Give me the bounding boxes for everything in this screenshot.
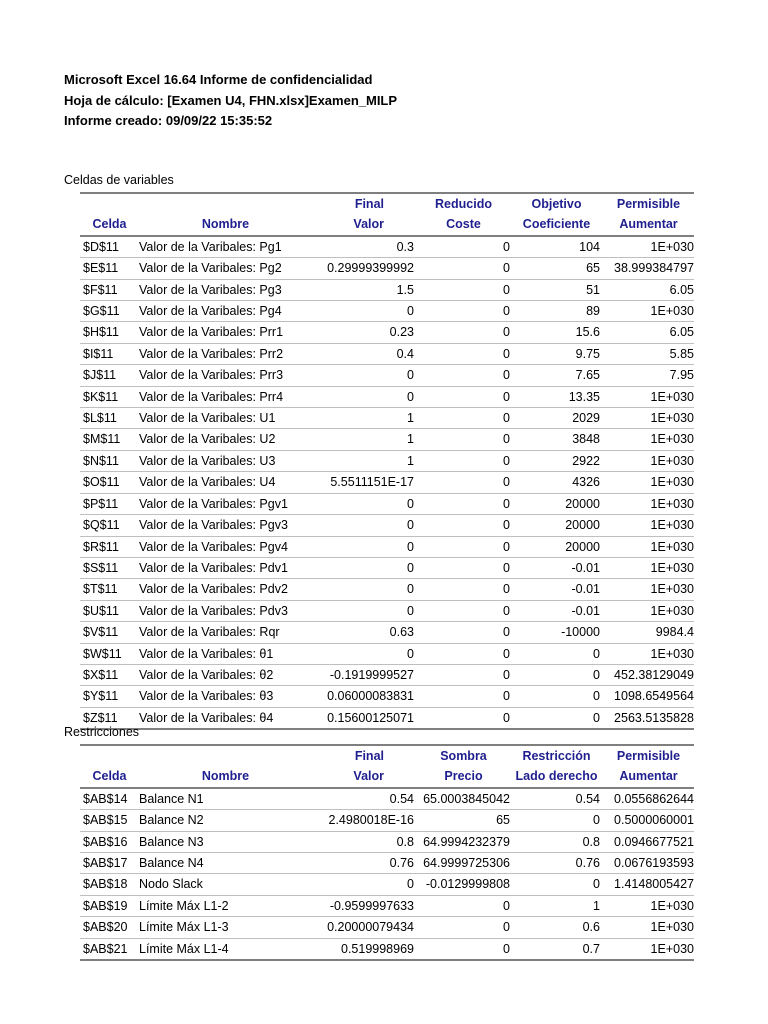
variable-second-value: 0: [414, 322, 510, 343]
variable-cell-ref: $E$11: [80, 258, 136, 279]
header-nombre: Nombre: [136, 766, 312, 787]
variable-allowable-increase: 6.05: [600, 279, 694, 300]
variable-final-value: 0.63: [312, 622, 414, 643]
variable-third-value: -0.01: [510, 557, 600, 578]
restriction-final-value: 0.54: [312, 788, 414, 810]
restriction-allowable-increase: 1.4148005427: [600, 874, 694, 895]
variable-final-value: 0: [312, 557, 414, 578]
restriction-final-value: 0.20000079434: [312, 917, 414, 938]
variable-second-value: 0: [414, 386, 510, 407]
variable-cell-ref: $T$11: [80, 579, 136, 600]
variables-header-row-2: [80, 214, 694, 235]
header-celda: Celda: [80, 214, 136, 235]
variable-second-value: 0: [414, 600, 510, 621]
variable-row: [80, 365, 694, 386]
variable-row: [80, 686, 694, 707]
variable-name: Valor de la Varibales: Pg4: [136, 301, 312, 322]
restriction-third-value: 0: [510, 874, 600, 895]
variable-allowable-increase: 2563.5135828: [600, 707, 694, 729]
variable-cell-ref: $Q$11: [80, 515, 136, 536]
restriction-name: Nodo Slack: [136, 874, 312, 895]
variable-final-value: -0.1919999527: [312, 664, 414, 685]
variable-name: Valor de la Varibales: Prr1: [136, 322, 312, 343]
variable-allowable-increase: 1E+030: [600, 386, 694, 407]
restriction-third-value: 1: [510, 895, 600, 916]
restriction-cell-ref: $AB$14: [80, 788, 136, 810]
variable-cell-ref: $X$11: [80, 664, 136, 685]
variable-allowable-increase: 1E+030: [600, 557, 694, 578]
variable-second-value: 0: [414, 258, 510, 279]
restriction-cell-ref: $AB$17: [80, 853, 136, 874]
variable-third-value: 13.35: [510, 386, 600, 407]
header-reducido: Reducido: [414, 193, 510, 214]
variable-final-value: 0.3: [312, 236, 414, 258]
restriction-allowable-increase: 1E+030: [600, 917, 694, 938]
variable-name: Valor de la Varibales: U4: [136, 472, 312, 493]
variable-row: [80, 258, 694, 279]
restriction-cell-ref: $AB$19: [80, 895, 136, 916]
variable-name: Valor de la Varibales: Rqr: [136, 622, 312, 643]
header-cell: [80, 745, 136, 766]
header-coste: Coste: [414, 214, 510, 235]
restriction-cell-ref: $AB$16: [80, 831, 136, 852]
variable-row: [80, 557, 694, 578]
variable-allowable-increase: 1E+030: [600, 429, 694, 450]
variable-name: Valor de la Varibales: θ4: [136, 707, 312, 729]
variable-name: Valor de la Varibales: Pg3: [136, 279, 312, 300]
header-lado-derecho: Lado derecho: [510, 766, 600, 787]
variable-name: Valor de la Varibales: U3: [136, 450, 312, 471]
variable-allowable-increase: 1E+030: [600, 301, 694, 322]
variable-third-value: 0: [510, 643, 600, 664]
variables-header-row-1: [80, 193, 694, 214]
variable-final-value: 0.06000083831: [312, 686, 414, 707]
restriction-second-value: 65.0003845042: [414, 788, 510, 810]
variable-cell-ref: $J$11: [80, 365, 136, 386]
variable-allowable-increase: 1E+030: [600, 472, 694, 493]
restriction-row: [80, 853, 694, 874]
variable-name: Valor de la Varibales: Prr4: [136, 386, 312, 407]
restriction-second-value: 0: [414, 917, 510, 938]
variable-name: Valor de la Varibales: Prr2: [136, 343, 312, 364]
variable-final-value: 0: [312, 643, 414, 664]
variable-third-value: 2922: [510, 450, 600, 471]
variable-final-value: 0.4: [312, 343, 414, 364]
variable-name: Valor de la Varibales: Pgv3: [136, 515, 312, 536]
variable-final-value: 1: [312, 408, 414, 429]
variable-second-value: 0: [414, 536, 510, 557]
variable-final-value: 0: [312, 536, 414, 557]
restriction-row: [80, 810, 694, 831]
variable-name: Valor de la Varibales: Pgv4: [136, 536, 312, 557]
variable-third-value: 89: [510, 301, 600, 322]
variable-cell-ref: $Z$11: [80, 707, 136, 729]
variable-cell-ref: $R$11: [80, 536, 136, 557]
variable-third-value: 20000: [510, 493, 600, 514]
variable-final-value: 5.5511151E-17: [312, 472, 414, 493]
header-cell: [80, 193, 136, 214]
variable-second-value: 0: [414, 343, 510, 364]
variable-third-value: 15.6: [510, 322, 600, 343]
variable-third-value: -0.01: [510, 579, 600, 600]
variable-second-value: 0: [414, 622, 510, 643]
restriction-final-value: 0: [312, 874, 414, 895]
variable-allowable-increase: 1E+030: [600, 450, 694, 471]
variable-second-value: 0: [414, 279, 510, 300]
restriction-third-value: 0.8: [510, 831, 600, 852]
variable-final-value: 1.5: [312, 279, 414, 300]
restrictions-section-title: Restricciones: [64, 725, 140, 739]
variable-second-value: 0: [414, 472, 510, 493]
variable-third-value: 20000: [510, 536, 600, 557]
restriction-third-value: 0.6: [510, 917, 600, 938]
variable-cell-ref: $F$11: [80, 279, 136, 300]
restriction-allowable-increase: 1E+030: [600, 938, 694, 960]
restriction-final-value: 0.76: [312, 853, 414, 874]
restriction-final-value: 0.8: [312, 831, 414, 852]
variable-second-value: 0: [414, 236, 510, 258]
header-precio: Precio: [414, 766, 510, 787]
variable-allowable-increase: 5.85: [600, 343, 694, 364]
variable-row: [80, 579, 694, 600]
restriction-third-value: 0.76: [510, 853, 600, 874]
variable-name: Valor de la Varibales: U2: [136, 429, 312, 450]
restriction-cell-ref: $AB$18: [80, 874, 136, 895]
variable-final-value: 0.15600125071: [312, 707, 414, 729]
variable-third-value: 7.65: [510, 365, 600, 386]
restriction-allowable-increase: 0.0946677521: [600, 831, 694, 852]
variable-cell-ref: $D$11: [80, 236, 136, 258]
variable-cell-ref: $N$11: [80, 450, 136, 471]
variable-cell-ref: $O$11: [80, 472, 136, 493]
restriction-name: Límite Máx L1-2: [136, 895, 312, 916]
restriction-row: [80, 788, 694, 810]
variable-name: Valor de la Varibales: U1: [136, 408, 312, 429]
variable-cell-ref: $K$11: [80, 386, 136, 407]
variable-final-value: 1: [312, 450, 414, 471]
restriction-row: [80, 895, 694, 916]
variable-second-value: 0: [414, 579, 510, 600]
variable-third-value: 2029: [510, 408, 600, 429]
header-permisible: Permisible: [600, 193, 694, 214]
variable-row: [80, 301, 694, 322]
header-cell: [136, 193, 312, 214]
variable-second-value: 0: [414, 664, 510, 685]
variable-third-value: 0: [510, 664, 600, 685]
variable-name: Valor de la Varibales: Pdv3: [136, 600, 312, 621]
header-restriccion: Restricción: [510, 745, 600, 766]
variable-allowable-increase: 1E+030: [600, 579, 694, 600]
restriction-cell-ref: $AB$20: [80, 917, 136, 938]
variable-name: Valor de la Varibales: Pdv2: [136, 579, 312, 600]
variable-name: Valor de la Varibales: Prr3: [136, 365, 312, 386]
restriction-final-value: -0.9599997633: [312, 895, 414, 916]
variable-cell-ref: $W$11: [80, 643, 136, 664]
report-header: [64, 70, 397, 132]
variable-third-value: -10000: [510, 622, 600, 643]
restriction-allowable-increase: 0.5000060001: [600, 810, 694, 831]
variable-name: Valor de la Varibales: Pg2: [136, 258, 312, 279]
variable-row: [80, 408, 694, 429]
restriction-allowable-increase: 0.0556862644: [600, 788, 694, 810]
variable-row: [80, 643, 694, 664]
header-objetivo: Objetivo: [510, 193, 600, 214]
variables-section-title: Celdas de variables: [64, 173, 174, 187]
variable-row: [80, 450, 694, 471]
variable-name: Valor de la Varibales: Pgv1: [136, 493, 312, 514]
variable-row: [80, 429, 694, 450]
variable-second-value: 0: [414, 643, 510, 664]
variable-cell-ref: $P$11: [80, 493, 136, 514]
variable-name: Valor de la Varibales: Pdv1: [136, 557, 312, 578]
worksheet-line: Hoja de cálculo: [Examen U4, FHN.xlsx]Examen_MILP: [64, 92, 398, 108]
variable-third-value: 0: [510, 686, 600, 707]
variable-cell-ref: $S$11: [80, 557, 136, 578]
variable-allowable-increase: 9984.4: [600, 622, 694, 643]
variable-third-value: 3848: [510, 429, 600, 450]
header-cell: [136, 745, 312, 766]
restriction-cell-ref: $AB$15: [80, 810, 136, 831]
header-nombre: Nombre: [136, 214, 312, 235]
variable-allowable-increase: 1E+030: [600, 493, 694, 514]
restriction-cell-ref: $AB$21: [80, 938, 136, 960]
restrictions-header-row-2: [80, 766, 694, 787]
variable-final-value: 0: [312, 301, 414, 322]
variable-third-value: 9.75: [510, 343, 600, 364]
variable-cell-ref: $I$11: [80, 343, 136, 364]
variable-row: [80, 493, 694, 514]
variable-second-value: 0: [414, 515, 510, 536]
header-valor: Valor: [312, 214, 414, 235]
restriction-third-value: 0.7: [510, 938, 600, 960]
header-aumentar: Aumentar: [600, 766, 694, 787]
header-coeficiente: Coeficiente: [510, 214, 600, 235]
variable-second-value: 0: [414, 707, 510, 729]
variable-final-value: 0: [312, 493, 414, 514]
variable-row: [80, 279, 694, 300]
variable-second-value: 0: [414, 429, 510, 450]
variable-cell-ref: $L$11: [80, 408, 136, 429]
restriction-second-value: -0.0129999808: [414, 874, 510, 895]
variable-allowable-increase: 1E+030: [600, 515, 694, 536]
variable-row: [80, 236, 694, 258]
variable-cell-ref: $U$11: [80, 600, 136, 621]
variable-allowable-increase: 1E+030: [600, 536, 694, 557]
restriction-name: Balance N3: [136, 831, 312, 852]
variable-third-value: 104: [510, 236, 600, 258]
restriction-allowable-increase: 1E+030: [600, 895, 694, 916]
header-aumentar: Aumentar: [600, 214, 694, 235]
variable-allowable-increase: 1E+030: [600, 643, 694, 664]
variable-final-value: 0: [312, 515, 414, 536]
restriction-row: [80, 831, 694, 852]
restriction-third-value: 0: [510, 810, 600, 831]
variable-third-value: 4326: [510, 472, 600, 493]
header-sombra: Sombra: [414, 745, 510, 766]
restriction-name: Límite Máx L1-3: [136, 917, 312, 938]
variable-allowable-increase: 1E+030: [600, 236, 694, 258]
restriction-name: Balance N1: [136, 788, 312, 810]
restriction-third-value: 0.54: [510, 788, 600, 810]
restriction-name: Límite Máx L1-4: [136, 938, 312, 960]
variable-row: [80, 515, 694, 536]
variable-second-value: 0: [414, 493, 510, 514]
variable-cell-ref: $M$11: [80, 429, 136, 450]
variable-third-value: -0.01: [510, 600, 600, 621]
variable-allowable-increase: 1E+030: [600, 408, 694, 429]
variable-row: [80, 707, 694, 729]
variable-third-value: 0: [510, 707, 600, 729]
restriction-second-value: 0: [414, 938, 510, 960]
variable-row: [80, 472, 694, 493]
variable-row: [80, 322, 694, 343]
variable-second-value: 0: [414, 450, 510, 471]
header-final: Final: [312, 745, 414, 766]
variable-allowable-increase: 1098.6549564: [600, 686, 694, 707]
variable-final-value: 1: [312, 429, 414, 450]
restriction-second-value: 0: [414, 895, 510, 916]
restrictions-table: [80, 744, 694, 961]
variable-row: [80, 386, 694, 407]
variable-allowable-increase: 38.999384797: [600, 258, 694, 279]
variable-row: [80, 600, 694, 621]
variable-allowable-increase: 6.05: [600, 322, 694, 343]
restriction-row: [80, 874, 694, 895]
variable-final-value: 0: [312, 386, 414, 407]
created-line: Informe creado: 09/09/22 15:35:52: [64, 113, 273, 128]
variable-second-value: 0: [414, 686, 510, 707]
restriction-second-value: 64.9999725306: [414, 853, 510, 874]
variables-table: [80, 192, 694, 730]
variable-second-value: 0: [414, 301, 510, 322]
header-permisible: Permisible: [600, 745, 694, 766]
variable-row: [80, 622, 694, 643]
variable-second-value: 0: [414, 408, 510, 429]
header-valor: Valor: [312, 766, 414, 787]
variable-final-value: 0.29999399992: [312, 258, 414, 279]
variable-name: Valor de la Varibales: θ1: [136, 643, 312, 664]
restriction-allowable-increase: 0.0676193593: [600, 853, 694, 874]
variable-cell-ref: $Y$11: [80, 686, 136, 707]
restriction-name: Balance N4: [136, 853, 312, 874]
variable-row: [80, 343, 694, 364]
header-final: Final: [312, 193, 414, 214]
variable-allowable-increase: 452.38129049: [600, 664, 694, 685]
restriction-second-value: 65: [414, 810, 510, 831]
variable-final-value: 0: [312, 600, 414, 621]
variable-cell-ref: $V$11: [80, 622, 136, 643]
variable-final-value: 0: [312, 365, 414, 386]
header-celda: Celda: [80, 766, 136, 787]
variable-row: [80, 536, 694, 557]
variable-row: [80, 664, 694, 685]
restriction-row: [80, 938, 694, 960]
variable-allowable-increase: 1E+030: [600, 600, 694, 621]
restriction-name: Balance N2: [136, 810, 312, 831]
report-title: Microsoft Excel 16.64 Informe de confidencialidad: [64, 72, 373, 87]
variable-third-value: 65: [510, 258, 600, 279]
restriction-final-value: 0.519998969: [312, 938, 414, 960]
restriction-second-value: 64.9994232379: [414, 831, 510, 852]
variable-third-value: 51: [510, 279, 600, 300]
restrictions-header-row-1: [80, 745, 694, 766]
variable-third-value: 20000: [510, 515, 600, 536]
variable-name: Valor de la Varibales: θ3: [136, 686, 312, 707]
restriction-row: [80, 917, 694, 938]
variable-second-value: 0: [414, 365, 510, 386]
variable-allowable-increase: 7.95: [600, 365, 694, 386]
restriction-final-value: 2.4980018E-16: [312, 810, 414, 831]
variable-cell-ref: $G$11: [80, 301, 136, 322]
variable-cell-ref: $H$11: [80, 322, 136, 343]
variable-name: Valor de la Varibales: θ2: [136, 664, 312, 685]
variable-final-value: 0.23: [312, 322, 414, 343]
variable-final-value: 0: [312, 579, 414, 600]
variable-name: Valor de la Varibales: Pg1: [136, 236, 312, 258]
variable-second-value: 0: [414, 557, 510, 578]
